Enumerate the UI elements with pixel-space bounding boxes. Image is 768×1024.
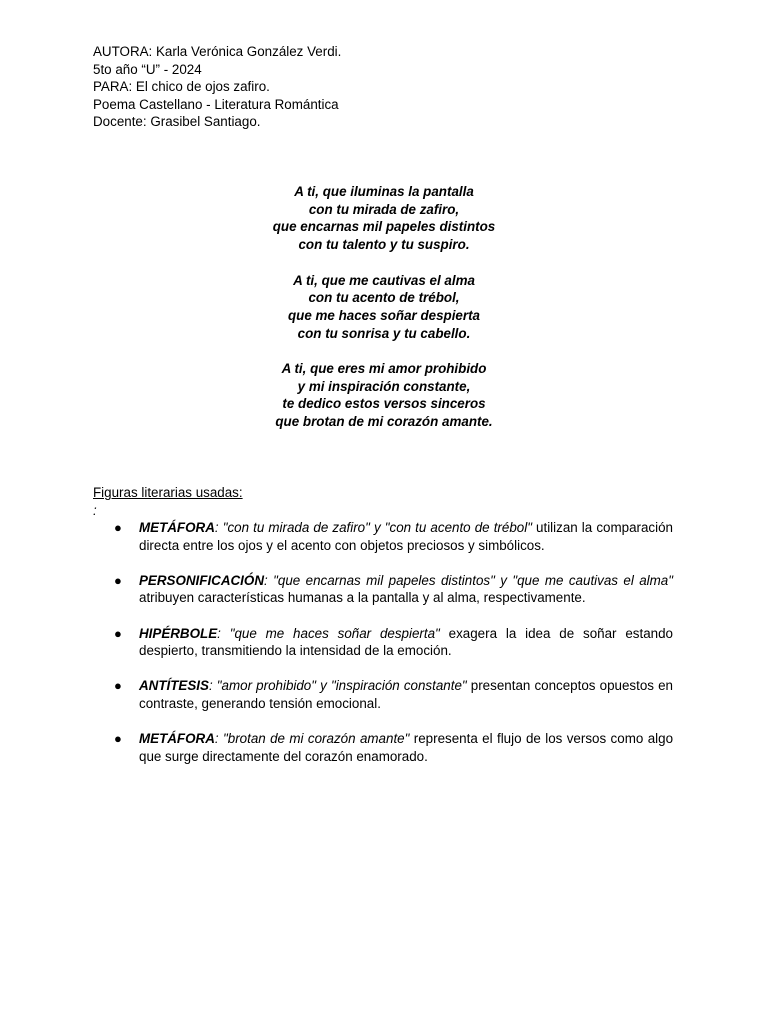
author-line: AUTORA: Karla Verónica González Verdi. [93, 44, 342, 59]
figures-list [114, 519, 673, 783]
stray-colon: : [93, 503, 97, 518]
poem-verse: A ti, que iluminas la pantalla [294, 184, 474, 199]
list-item [114, 677, 673, 712]
list-item [114, 730, 673, 765]
bullet-icon: ● [114, 678, 122, 694]
document-header [93, 43, 341, 131]
figure-description: atribuyen características humanas a la pantalla y al alma, respectivamente. [139, 590, 586, 606]
poem-verse: con tu sonrisa y tu cabello. [297, 325, 471, 341]
poem-verse: con tu mirada de zafiro, [308, 201, 460, 217]
figure-quote: "con tu mirada de zafiro" y "con tu acento de trébol" [222, 520, 532, 535]
bullet-icon: ● [114, 520, 122, 535]
figure-description: presentan conceptos opuestos en contraste, generando tensión emocional. [139, 678, 673, 711]
year-line: 5to año “U” - 2024 [93, 61, 202, 77]
figure-separator: : [208, 678, 217, 694]
poem-stanza [0, 272, 768, 343]
figure-description: exagera la idea de soñar estando despierto, transmitiendo la intensidad de la emoción. [139, 625, 673, 659]
figure-separator: : [264, 572, 274, 588]
poem-verse: que me haces soñar despierta [287, 307, 480, 323]
poem-verse: que encarnas mil papeles distintos [272, 219, 496, 235]
figure-name: PERSONIFICACIÓN [139, 572, 264, 588]
poem [0, 183, 768, 449]
teacher-line: Docente: Grasibel Santiago. [93, 114, 261, 130]
poem-stanza [0, 183, 768, 254]
figure-name: METÁFORA [139, 520, 215, 535]
figure-quote: "que me haces soñar despierta" [229, 625, 440, 641]
poem-verse: A ti, que eres mi amor prohibido [281, 361, 487, 376]
figure-name: ANTÍTESIS [139, 678, 209, 694]
subject-line: Poema Castellano - Literatura Romántica [93, 96, 339, 112]
figure-description: representa el flujo de los versos como algo que surge directamente del corazón enamorado. [139, 731, 674, 764]
poem-verse: y mi inspiración constante, [297, 378, 471, 394]
figure-separator: : [214, 520, 223, 535]
poem-verse: que brotan de mi corazón amante. [275, 414, 493, 430]
poem-verse: con tu talento y tu suspiro. [298, 237, 470, 253]
figure-quote: "que encarnas mil papeles distintos" y "que me cautivas el alma" [273, 572, 673, 588]
list-item [114, 519, 673, 554]
poem-stanza [0, 360, 768, 431]
poem-verse: te dedico estos versos sinceros [282, 396, 486, 412]
list-item [114, 572, 673, 607]
figure-quote: "amor prohibido" y "inspiración constante" [216, 678, 467, 694]
figures-heading: Figuras literarias usadas: [93, 485, 243, 500]
figure-description: utilizan la comparación directa entre los ojos y el acento con objetos preciosos y simbólicos. [139, 520, 673, 553]
figure-name: HIPÉRBOLE [139, 625, 218, 641]
bullet-icon: ● [114, 731, 122, 747]
bullet-icon: ● [114, 625, 122, 641]
bullet-icon: ● [114, 572, 122, 588]
figure-separator: : [217, 625, 230, 641]
figure-name: METÁFORA [139, 731, 215, 747]
poem-verse: A ti, que me cautivas el alma [293, 272, 475, 288]
poem-verse: con tu acento de trébol, [308, 290, 460, 306]
figure-quote: "brotan de mi corazón amante" [223, 731, 410, 747]
figure-separator: : [214, 731, 223, 747]
list-item [114, 625, 673, 660]
dedication-line: PARA: El chico de ojos zafiro. [93, 79, 270, 95]
